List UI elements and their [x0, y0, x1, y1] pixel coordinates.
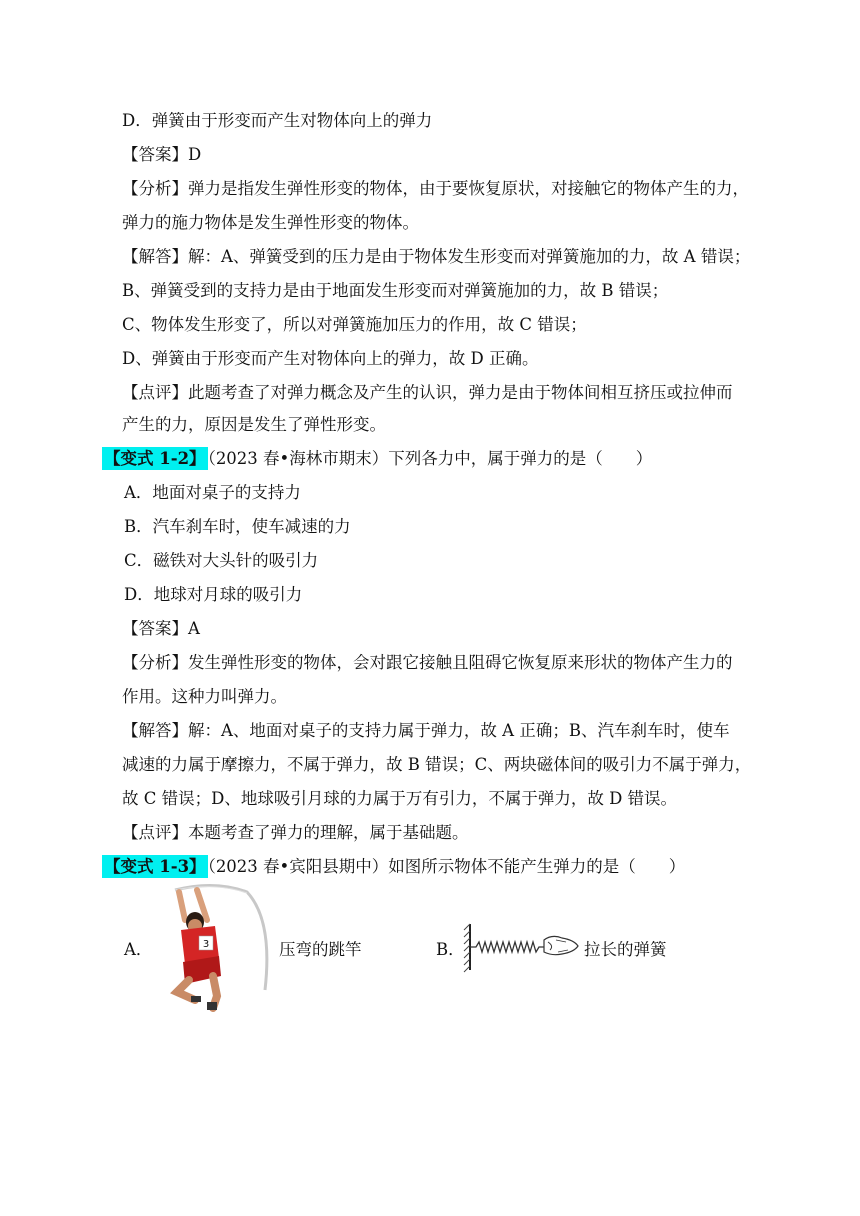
q2-comment: 【点评】本题考查了弹力的理解，属于基础题。 — [122, 823, 469, 842]
athlete-bib-number: 3 — [202, 939, 210, 950]
q3-option-a-letter: A． — [124, 940, 153, 959]
answer-line: 【答案】D — [122, 145, 202, 164]
solution-line-2: B、弹簧受到的支持力是由于地面发生形变而对弹簧施加的力，故 B 错误； — [122, 281, 669, 300]
q2-option-d: D．地球对月球的吸引力 — [124, 585, 303, 604]
pole-vaulter-image — [155, 880, 275, 1012]
q2-solution-2: 减速的力属于摩擦力，不属于弹力，故 B 错误；C、两块磁体间的吸引力不属于弹力， — [122, 755, 752, 774]
q3-option-b-letter: B． — [436, 940, 465, 959]
comment-line-1: 【点评】此题考查了对弹力概念及产生的认识，弹力是由于物体间相互挤压或拉伸而 — [122, 383, 733, 402]
q2-solution-3: 故 C 错误；D、地球吸引月球的力属于万有引力，不属于弹力，故 D 错误。 — [122, 789, 678, 808]
question-1-3-stem: （2023 春•宾阳县期中）如图所示物体不能产生弹力的是（ ） — [207, 857, 686, 876]
q2-analysis-1: 【分析】发生弹性形变的物体，会对跟它接触且阻碍它恢复原来形状的物体产生力的 — [122, 653, 733, 672]
q2-option-b: B．汽车刹车时，使车减速的力 — [124, 517, 351, 536]
q2-option-a: A．地面对桌子的支持力 — [124, 483, 301, 502]
analysis-line-1: 【分析】弹力是指发生弹性形变的物体，由于要恢复原状，对接触它的物体产生的力， — [122, 179, 749, 198]
q2-analysis-2: 作用。这种力叫弹力。 — [122, 687, 287, 706]
option-d-text: D．弹簧由于形变而产生对物体向上的弹力 — [122, 111, 433, 130]
analysis-line-2: 弹力的施力物体是发生弹性形变的物体。 — [122, 213, 419, 232]
q2-answer: 【答案】A — [122, 619, 200, 638]
stretched-spring-image — [462, 920, 584, 976]
question-tag-1-3: 【变式 1-3】 — [104, 857, 206, 876]
question-1-3-header — [102, 856, 685, 878]
q3-option-a-caption: 压弯的跳竿 — [279, 940, 362, 959]
q3-option-b-caption: 拉长的弹簧 — [584, 940, 667, 959]
solution-line-4: D、弹簧由于形变而产生对物体向上的弹力，故 D 正确。 — [122, 349, 539, 368]
solution-line-3: C、物体发生形变了，所以对弹簧施加压力的作用，故 C 错误； — [122, 315, 587, 334]
comment-line-2: 产生的力，原因是发生了弹性形变。 — [122, 415, 386, 434]
q2-solution-1: 【解答】解：A、地面对桌子的支持力属于弹力，故 A 正确；B、汽车刹车时，使车 — [122, 721, 730, 740]
question-1-2-stem: （2023 春•海林市期末）下列各力中，属于弹力的是（ ） — [207, 449, 653, 468]
question-1-2-header — [102, 448, 652, 470]
question-tag-1-2: 【变式 1-2】 — [104, 449, 206, 468]
q2-option-c: C．磁铁对大头针的吸引力 — [124, 551, 319, 570]
solution-line-1: 【解答】解：A、弹簧受到的压力是由于物体发生形变而对弹簧施加的力，故 A 错误； — [122, 247, 751, 266]
q3-figure-row — [0, 880, 860, 1020]
